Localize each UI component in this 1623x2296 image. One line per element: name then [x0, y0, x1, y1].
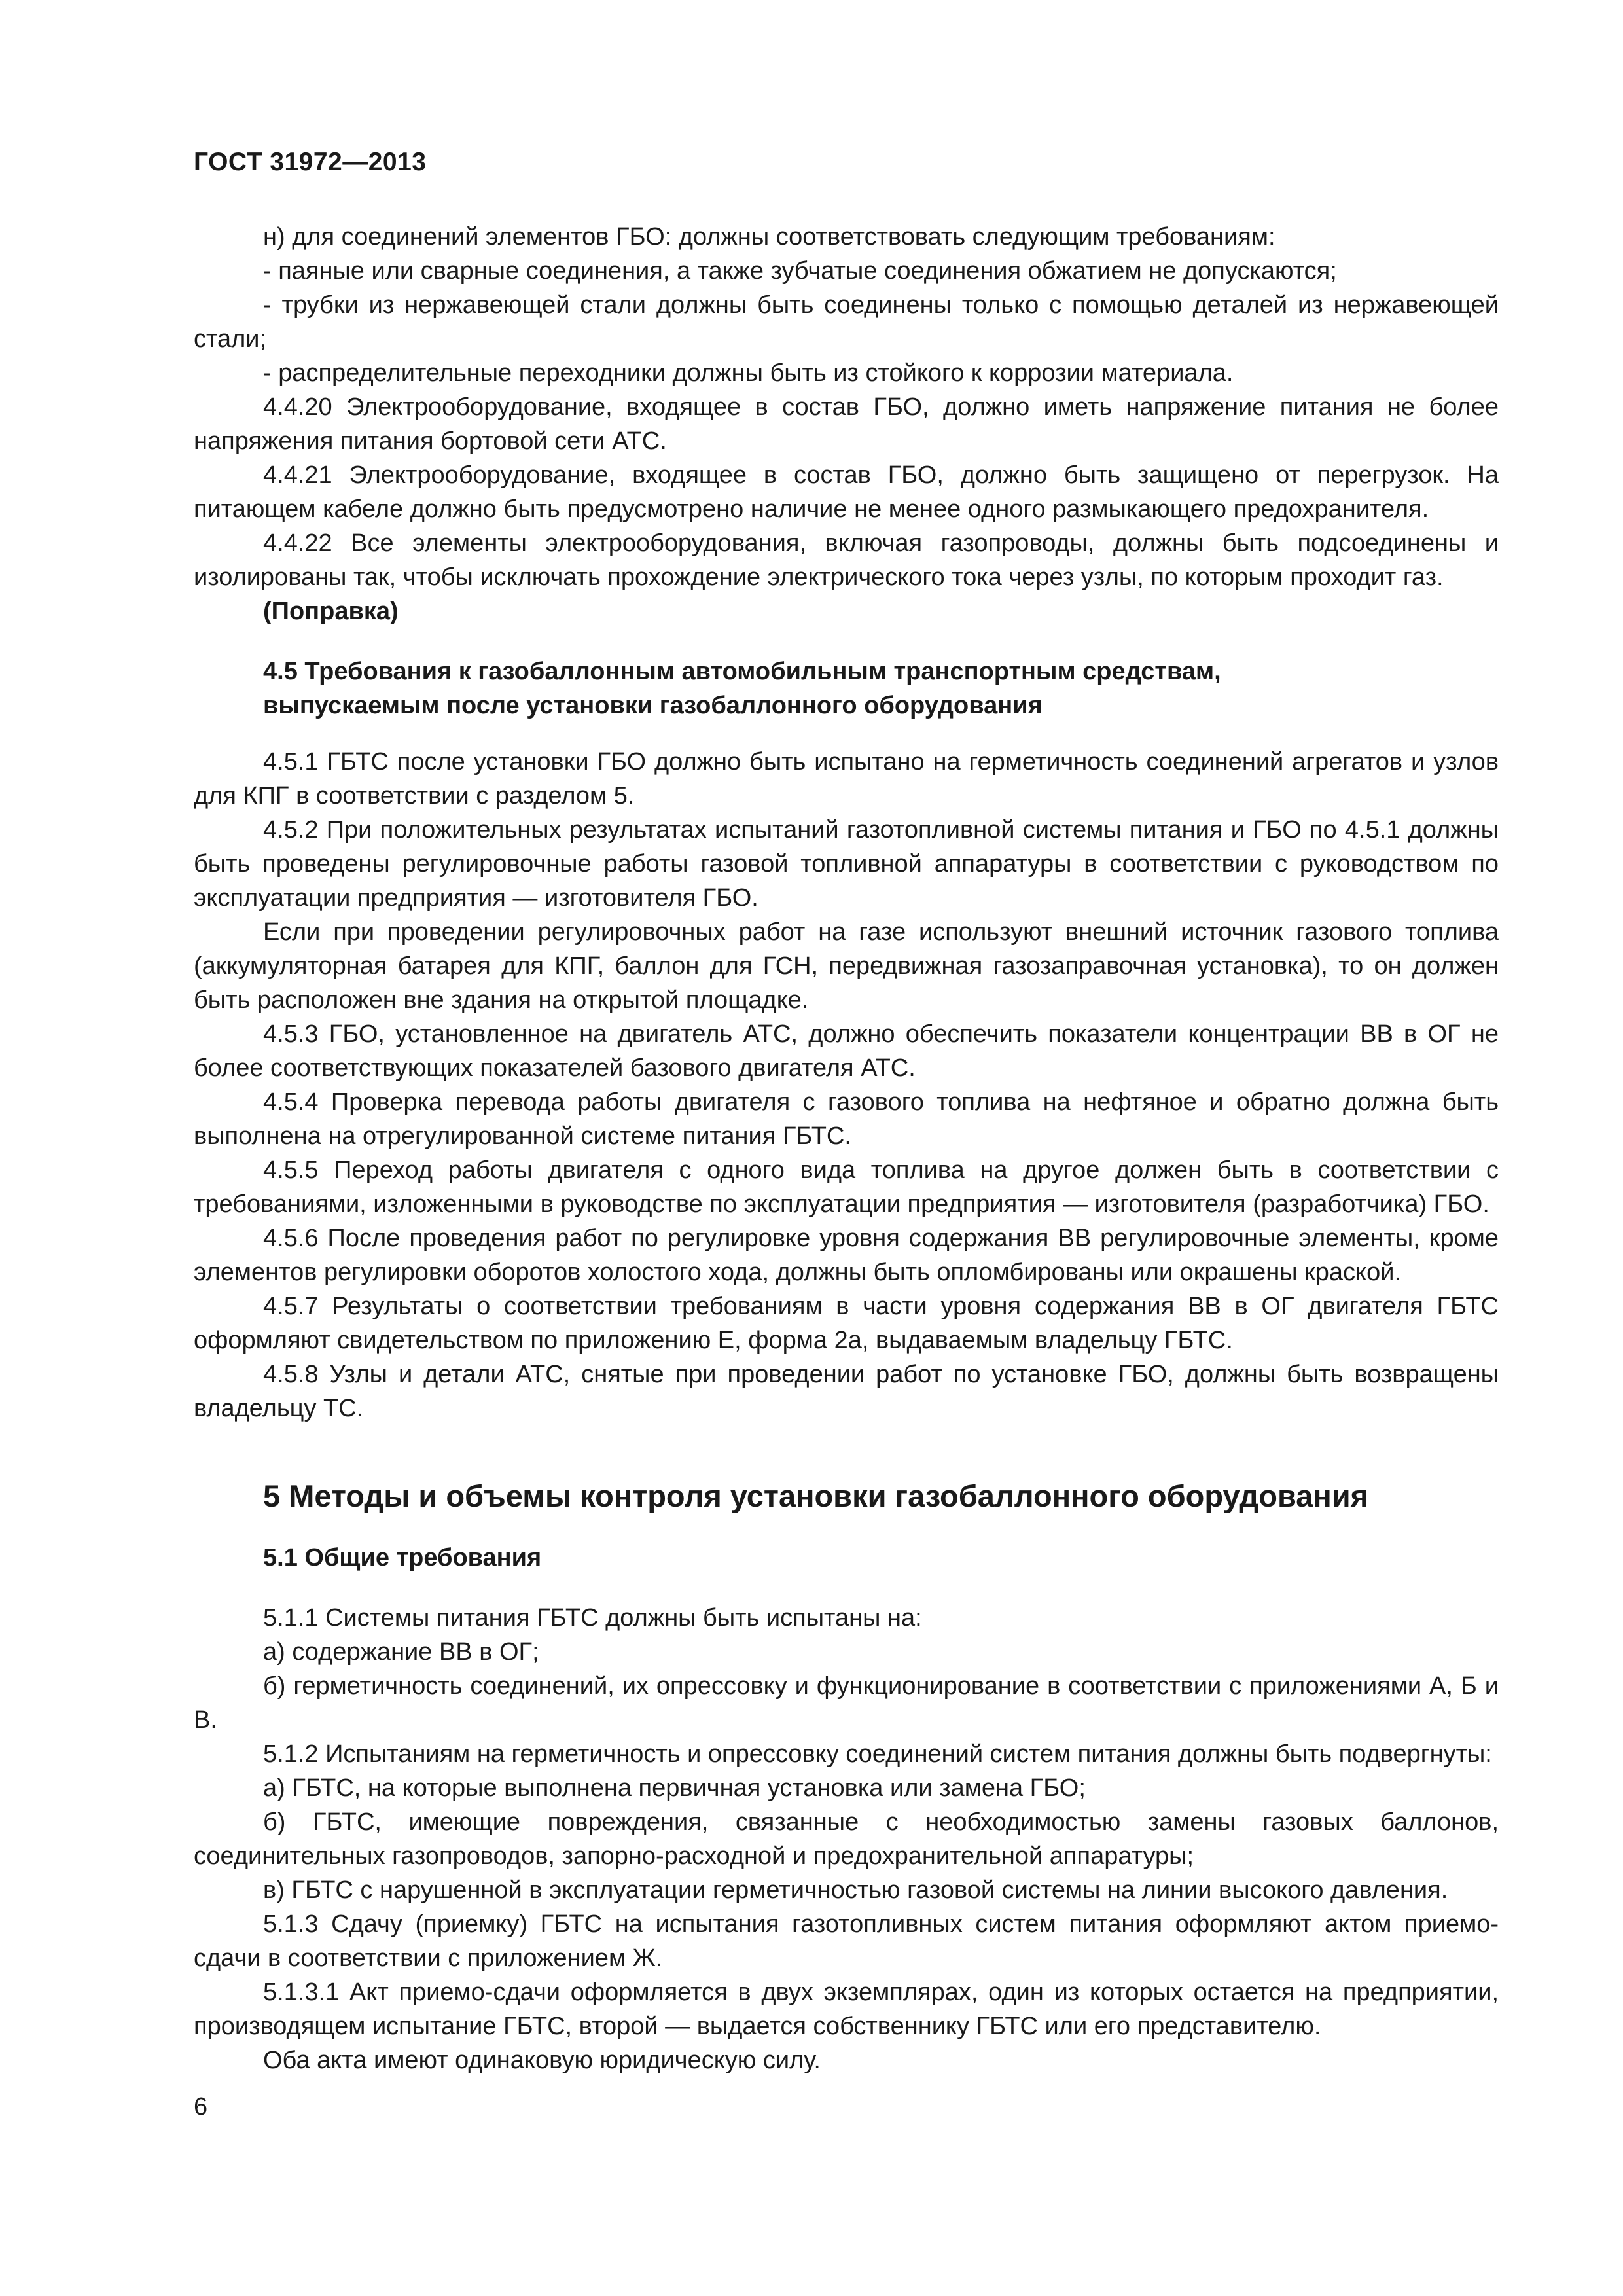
- paragraph: н) для соединений элементов ГБО: должны соответствовать следующим требованиям:: [263, 223, 1275, 251]
- paragraph: - паяные или сварные соединения, а также зубчатые соединения обжатием не допускаются;: [263, 257, 1337, 285]
- paragraph: 4.4.21 Электрооборудование, входящее в состав ГБО, должно быть защищено от перегрузок. На питающем кабеле должно быть предусмотрено наличие не менее одного размыкающего предохранителя.: [194, 461, 1499, 523]
- paragraph: 4.5.6 После проведения работ по регулировке уровня содержания ВВ регулировочные элементы, кроме элементов регулировки оборотов холостого хода, должны быть опломбированы или окрашены краской.: [194, 1225, 1499, 1286]
- paragraph: Если при проведении регулировочных работ на газе используют внешний источник газового топлива (аккумуляторная батарея для КПГ, баллон для ГСН, передвижная газозаправочная установка), то он должен быть расположен вне здания на открытой площадке.: [194, 918, 1499, 1014]
- paragraph: 4.5.7 Результаты о соответствии требованиям в части уровня содержания ВВ в ОГ двигателя ГБТС оформляют свидетельством по приложению Е, форма 2а, выдаваемым владельцу ГБТС.: [194, 1293, 1499, 1354]
- paragraph: а) содержание ВВ в ОГ;: [263, 1638, 539, 1666]
- paragraph: - трубки из нержавеющей стали должны быть соединены только с помощью деталей из нержавеющей стали;: [194, 291, 1499, 353]
- paragraph: 4.5.2 При положительных результатах испытаний газотопливной системы питания и ГБО по 4.5.1 должны быть проведены регулировочные работы газовой топливной аппаратуры в соответствии с руководством по эксплуатации предприятия — изготовителя ГБО.: [194, 816, 1499, 912]
- section-4-5-heading: 4.5 Требования к газобаллонным автомобильным транспортным средствам, выпускаемым после установки газобаллонного оборудования: [263, 658, 1221, 719]
- paragraph: 5.1.1 Системы питания ГБТС должны быть испытаны на:: [263, 1604, 922, 1632]
- paragraph: 5.1.3 Сдачу (приемку) ГБТС на испытания газотопливных систем питания оформляют актом приемо-сдачи в соответствии с приложением Ж.: [194, 1910, 1499, 1972]
- document-code-header: ГОСТ 31972—2013: [194, 148, 427, 176]
- paragraph: - распределительные переходники должны быть из стойкого к коррозии материала.: [263, 359, 1234, 387]
- paragraph: Оба акта имеют одинаковую юридическую силу.: [263, 2047, 821, 2074]
- paragraph: б) герметичность соединений, их опрессовку и функционирование в соответствии с приложениями А, Б и В.: [194, 1672, 1499, 1734]
- amendment-note: (Поправка): [263, 598, 399, 625]
- paragraph: 4.5.4 Проверка перевода работы двигателя с газового топлива на нефтяное и обратно должна быть выполнена на отрегулированной системе питания ГБТС.: [194, 1088, 1499, 1150]
- paragraph: а) ГБТС, на которые выполнена первичная установка или замена ГБО;: [263, 1774, 1086, 1802]
- paragraph: 5.1.2 Испытаниям на герметичность и опрессовку соединений систем питания должны быть подвергнуты:: [263, 1740, 1492, 1768]
- section-5-1-heading: 5.1 Общие требования: [263, 1544, 542, 1571]
- paragraph: 4.4.22 Все элементы электрооборудования, включая газопроводы, должны быть подсоединены и изолированы так, чтобы исключать прохождение электрического тока через узлы, по которым проходит газ.: [194, 529, 1499, 591]
- paragraph: б) ГБТС, имеющие повреждения, связанные с необходимостью замены газовых баллонов, соединительных газопроводов, запорно-расходной и предохранительной аппаратуры;: [194, 1808, 1499, 1870]
- section-5-heading: 5 Методы и объемы контроля установки газобаллонного оборудования: [263, 1479, 1369, 1513]
- paragraph: 5.1.3.1 Акт приемо-сдачи оформляется в двух экземплярах, один из которых остается на предприятии, производящем испытание ГБТС, второй — выдается собственнику ГБТС или его представителю.: [194, 1979, 1499, 2040]
- paragraph: 4.5.3 ГБО, установленное на двигатель АТС, должно обеспечить показатели концентрации ВВ в ОГ не более соответствующих показателей базового двигателя АТС.: [194, 1020, 1499, 1082]
- paragraph: 4.5.5 Переход работы двигателя с одного вида топлива на другое должен быть в соответствии с требованиями, изложенными в руководстве по эксплуатации предприятия — изготовителя (разработчика) ГБО.: [194, 1157, 1499, 1218]
- paragraph: 4.4.20 Электрооборудование, входящее в состав ГБО, должно иметь напряжение питания не более напряжения питания бортовой сети АТС.: [194, 393, 1499, 455]
- paragraph: 4.5.8 Узлы и детали АТС, снятые при проведении работ по установке ГБО, должны быть возвращены владельцу ТС.: [194, 1361, 1499, 1422]
- paragraph: 4.5.1 ГБТС после установки ГБО должно быть испытано на герметичность соединений агрегатов и узлов для КПГ в соответствии с разделом 5.: [194, 748, 1499, 810]
- document-body: [194, 220, 1499, 2077]
- paragraph: в) ГБТС с нарушенной в эксплуатации герметичностью газовой системы на линии высокого давления.: [263, 1876, 1448, 1904]
- page-number: 6: [194, 2093, 208, 2121]
